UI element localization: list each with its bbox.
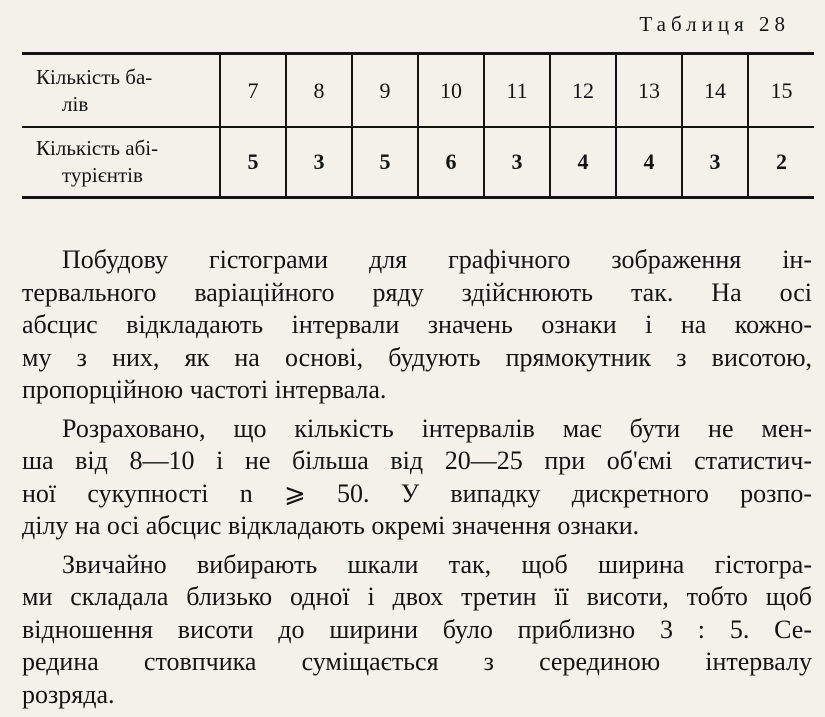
text-line: ної сукупності n ⩾ 50. У випадку дискретного розпо- (22, 478, 812, 508)
count-cell: 4 (616, 127, 682, 198)
count-cell: 3 (286, 127, 352, 198)
row-header-line: Кількість ба- (36, 64, 153, 89)
paragraph-scales (22, 549, 812, 712)
text-line: редина стовпчика суміщається з серединою інтервалу (22, 647, 812, 676)
text-line: ша від 8—10 і не більша від 20—25 при об'ємі статистич- (22, 446, 812, 475)
text-line: Побудову гістограми для графічного зображення ін- (62, 245, 812, 274)
count-cell: 5 (220, 127, 286, 198)
score-cell: 14 (682, 54, 748, 128)
table-row-scores (22, 54, 814, 128)
paragraph-histogram (22, 244, 812, 407)
score-cell: 10 (418, 54, 484, 128)
score-cell: 9 (352, 54, 418, 128)
text-line: Розраховано, що кількість інтервалів має бути не мен- (62, 413, 812, 443)
table-caption: Таблиця 28 (639, 12, 790, 36)
count-cell: 5 (352, 127, 418, 198)
row-header-counts (22, 127, 220, 198)
count-cell: 4 (550, 127, 616, 198)
score-cell: 12 (550, 54, 616, 128)
text-line: ми складала близько одної і двох третин її висоти, тобто щоб (22, 582, 812, 611)
score-cell: 13 (616, 54, 682, 128)
score-cell: 7 (220, 54, 286, 128)
scores-table (22, 52, 814, 199)
count-cell: 6 (418, 127, 484, 198)
score-cell: 8 (286, 54, 352, 128)
score-cell: 15 (748, 54, 814, 128)
paragraph-intervals (22, 413, 812, 543)
row-header-line: лів (62, 91, 89, 116)
text-line: му з них, як на основі, будують прямокутник з висотою, (22, 342, 812, 372)
text-line: абсцис відкладають інтервали значень ознаки і на кожно- (22, 310, 812, 339)
text-line: ділу на осі абсцис відкладають окремі значення ознаки. (22, 511, 640, 540)
text-line: пропорційною частоті інтервала. (22, 375, 387, 404)
row-header-line: турієнтів (62, 163, 143, 187)
row-header-scores (22, 54, 220, 128)
text-line: розряда. (22, 679, 115, 709)
text-line: відношення висоти до ширини було приблизно 3 : 5. Се- (22, 614, 812, 644)
row-header-line: Кількість абі- (36, 136, 159, 160)
count-cell: 3 (484, 127, 550, 198)
score-cell: 11 (484, 54, 550, 128)
text-line: тервального варіаційного ряду здійснюють так. На осі (22, 277, 812, 307)
body-text (22, 244, 812, 717)
count-cell: 2 (748, 127, 814, 198)
table-row-counts (22, 127, 814, 198)
text-line: Звичайно вибирають шкали так, щоб ширина гістогра- (62, 549, 812, 579)
count-cell: 3 (682, 127, 748, 198)
